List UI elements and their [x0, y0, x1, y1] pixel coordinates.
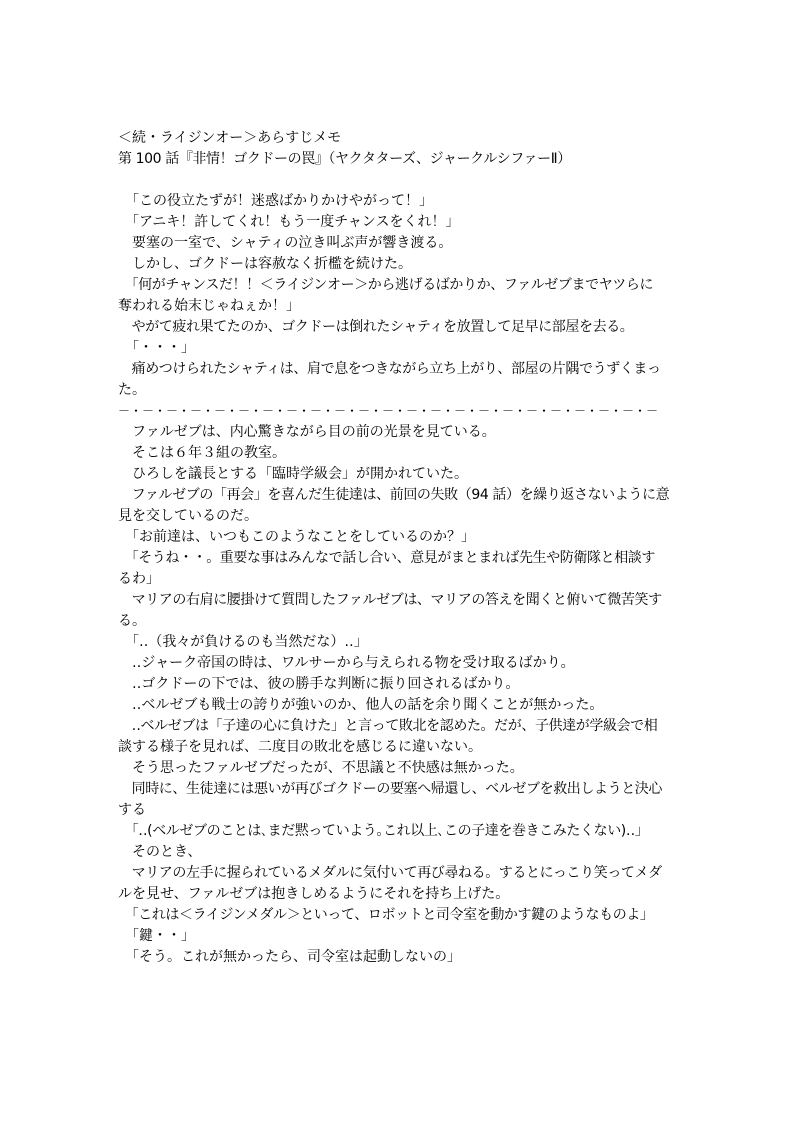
document-page	[118, 128, 688, 968]
paragraph-line: 談する様子を見れば、二度目の敗北を感じるに違いない。	[118, 739, 482, 755]
paragraph-line: ‥ジャーク帝国の時は、ワルサーから与えられる物を受け取るばかり。	[118, 655, 575, 671]
paragraph-line: ファルゼブは、内心驚きながら目の前の光景を見ている。	[118, 424, 496, 440]
document-title: ＜続・ライジンオー＞あらすじメモ	[118, 130, 342, 146]
paragraph-line: ‥ベルゼブは「子達の心に負けた」と言って敗北を認めた。だが、子供達が学級会で相	[118, 718, 658, 734]
paragraph-line: る。	[118, 613, 146, 629]
paragraph-line: るわ」	[118, 571, 160, 587]
paragraph-line: しかし、ゴクドーは容赦なく折檻を続けた。	[118, 256, 412, 272]
paragraph-line: そう思ったファルゼブだったが、不思議と不快感は無かった。	[118, 760, 524, 776]
section-scene-2	[118, 422, 688, 968]
scene-separator: －・－・－・－・－・－・－・－・－・－・－・－・－・－・－・－・－・－・－・－・－・－・－	[118, 404, 659, 418]
paragraph-line: 「これは＜ライジンメダル＞といって、ロボットと司令室を動かす鍵のようなものよ」	[118, 907, 654, 923]
paragraph-line: ひろしを議長とする「臨時学級会」が開かれていた。	[118, 466, 468, 482]
paragraph-line: やがて疲れ果てたのか、ゴクドーは倒れたシャティを放置して足早に部屋を去る。	[118, 319, 634, 335]
paragraph-line: 同時に、生徒達には悪いが再びゴクドーの要塞へ帰還し、ベルゼブを救出しようと決心	[118, 781, 662, 797]
paragraph-line: 痛めつけられたシャティは、肩で息をつきながら立ち上がり、部屋の片隅でうずくまっ	[118, 361, 661, 377]
blank-line	[118, 170, 688, 191]
paragraph-line: 「お前達は、いつもこのようなことをしているのか？」	[118, 529, 475, 545]
episode-heading: 第 100 話『非情！ゴクドーの罠』（ヤクタターズ、ジャークルシファーⅡ）	[118, 151, 571, 167]
paragraph-line: マリアの右肩に腰掛けて質問したファルゼブは、マリアの答えを聞くと俯いて微苦笑す	[118, 592, 662, 608]
paragraph-line: 「この役立たずが！迷惑ばかりかけやがって！」	[118, 193, 433, 209]
paragraph-line: 「そうね・・。重要な事はみんなで話し合い、意見がまとまれば先生や防衛隊と相談す	[118, 550, 655, 566]
paragraph-line: そこは６年３組の教室。	[118, 445, 286, 461]
paragraph-line: 「・・・」	[118, 340, 195, 356]
section-scene-1	[118, 191, 688, 401]
paragraph-line: 「何がチャンスだ！！＜ライジンオー＞から逃げるばかりか、ファルゼブまでヤツらに	[118, 277, 654, 293]
paragraph-line: 要塞の一室で、シャティの泣き叫ぶ声が響き渡る。	[118, 235, 453, 251]
paragraph-line: 奪われる始末じゃねぇか！」	[118, 298, 300, 314]
paragraph-line: ルを見せ、ファルゼブは抱きしめるようにそれを持ち上げた。	[118, 886, 510, 902]
paragraph-line: ‥ベルゼブも戦士の誇りが強いのか、他人の話を余り聞くことが無かった。	[118, 697, 604, 713]
paragraph-line: する	[118, 802, 146, 818]
paragraph-line: そのとき、	[118, 844, 202, 860]
paragraph-line: 「アニキ！許してくれ！もう一度チャンスをくれ！」	[118, 214, 460, 230]
paragraph-line: 見を交しているのだ。	[118, 508, 258, 524]
paragraph-line: ファルゼブの「再会」を喜んだ生徒達は、前回の失敗（94 話）を繰り返さないように意	[118, 487, 670, 503]
paragraph-line: た。	[118, 382, 146, 398]
paragraph-line: マリアの左手に握られているメダルに気付いて再び尋ねる。するとにっこり笑ってメダ	[118, 865, 662, 881]
paragraph-line: 「鍵・・」	[118, 928, 195, 944]
paragraph-line: 「‥(ベルゼブのことは､まだ黙っていよう｡これ以上､この子達を巻きこみたくない)‥」	[118, 823, 649, 839]
paragraph-line: 「‥（我々が負けるのも当然だな）‥」	[118, 634, 368, 650]
paragraph-line: 「そう。これが無かったら、司令室は起動しないの」	[118, 949, 461, 965]
paragraph-line: ‥ゴクドーの下では、彼の勝手な判断に振り回されるばかり。	[118, 676, 520, 692]
